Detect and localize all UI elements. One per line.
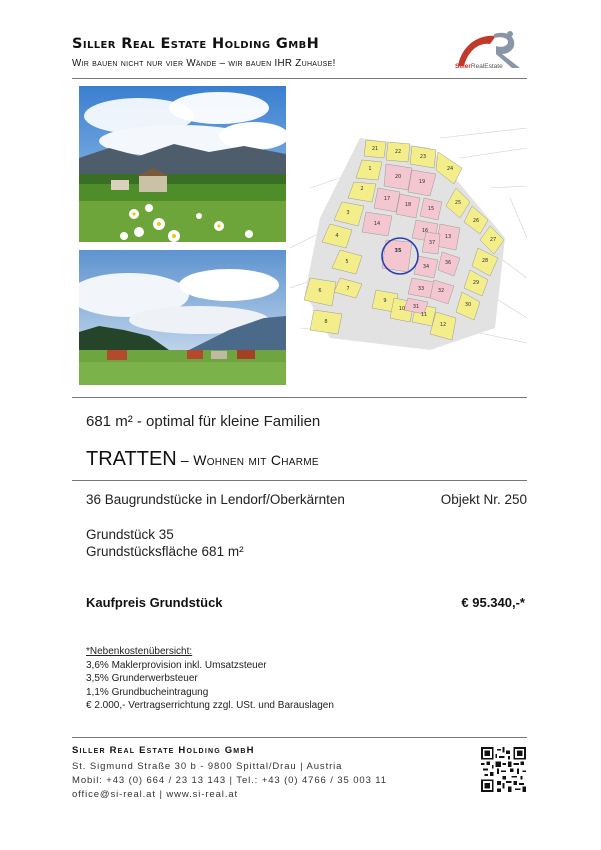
svg-text:30: 30	[464, 302, 472, 308]
svg-text:16: 16	[421, 228, 429, 234]
additional-costs	[86, 645, 334, 713]
footer-address: St. Sigmund Straße 30 b - 9800 Spittal/Drau | Austria	[72, 761, 343, 772]
footer-phone: Mobil: +43 (0) 664 / 23 13 143 | Tel.: +43 (0) 4766 / 35 003 11	[72, 775, 387, 786]
svg-text:10: 10	[398, 306, 406, 312]
svg-text:5: 5	[345, 259, 349, 265]
svg-text:22: 22	[394, 149, 402, 155]
cost-item: 1,1% Grundbucheintragung	[86, 686, 209, 698]
price-label: Kaufpreis Grundstück	[86, 595, 223, 610]
logo-brand-gray: RealEstate	[470, 63, 503, 70]
cost-item: 3,6% Maklerprovision inkl. Umsatzsteuer	[86, 659, 267, 671]
object-number: Objekt Nr. 250	[440, 492, 527, 507]
site-plan-map	[290, 128, 527, 358]
svg-text:33: 33	[417, 286, 425, 292]
plot-area: Grundstücksfläche 681 m²	[86, 544, 244, 559]
svg-text:25: 25	[454, 200, 462, 206]
svg-text:24: 24	[446, 166, 454, 172]
title-main: TRATTEN	[86, 448, 177, 470]
svg-text:36: 36	[444, 260, 452, 266]
footer-company: Siller Real Estate Holding GmbH	[72, 745, 255, 756]
cost-item: € 2.000,- Vertragserrichtung zzgl. USt. und Barauslagen	[86, 700, 334, 712]
svg-text:37: 37	[428, 240, 436, 246]
svg-text:7: 7	[346, 286, 350, 292]
svg-text:8: 8	[324, 319, 328, 325]
svg-text:3: 3	[346, 210, 350, 216]
svg-text:18: 18	[404, 202, 412, 208]
svg-text:12: 12	[439, 322, 447, 328]
svg-text:6: 6	[318, 288, 322, 294]
logo-wordmark	[455, 63, 503, 70]
costs-heading: *Nebenkostenübersicht:	[86, 646, 193, 657]
svg-text:11: 11	[420, 312, 428, 318]
landscape-photo-houses	[79, 250, 286, 385]
plot-number: Grundstück 35	[86, 527, 174, 542]
listing-title	[86, 448, 319, 471]
svg-text:32: 32	[437, 288, 445, 294]
price-value: € 95.340,-*	[461, 595, 525, 610]
section-divider-mid	[72, 480, 527, 481]
listing-headline: 681 m² - optimal für kleine Familien	[86, 413, 321, 430]
plot-details	[86, 526, 244, 560]
svg-text:21: 21	[371, 146, 379, 152]
svg-text:23: 23	[419, 154, 427, 160]
section-divider-top	[72, 397, 527, 398]
svg-text:29: 29	[472, 280, 480, 286]
svg-text:20: 20	[394, 174, 402, 180]
svg-text:26: 26	[472, 218, 480, 224]
svg-text:31: 31	[412, 304, 420, 310]
svg-text:19: 19	[418, 179, 426, 185]
logo-brand-red: Siller	[455, 63, 471, 70]
svg-text:14: 14	[373, 221, 381, 227]
footer-contact[interactable]: office@si-real.at | www.si-real.at	[72, 789, 239, 800]
lots-description: 36 Baugrundstücke in Lendorf/Oberkärnten	[86, 492, 345, 507]
qr-code[interactable]	[481, 747, 526, 792]
svg-text:35: 35	[394, 248, 402, 254]
svg-text:34: 34	[422, 264, 430, 270]
footer	[72, 745, 387, 802]
company-slogan: Wir bauen nicht nur vier Wände – wir bauen IHR Zuhause!	[72, 58, 336, 69]
footer-divider	[72, 737, 527, 738]
svg-text:27: 27	[489, 237, 497, 243]
company-name: Siller Real Estate Holding GmbH	[72, 36, 320, 52]
svg-text:15: 15	[427, 206, 435, 212]
svg-text:28: 28	[481, 258, 489, 264]
svg-text:17: 17	[383, 196, 391, 202]
svg-text:4: 4	[335, 233, 339, 239]
svg-text:2: 2	[360, 186, 364, 192]
landscape-photo-meadow	[79, 86, 286, 242]
svg-text:9: 9	[383, 298, 387, 304]
svg-text:13: 13	[444, 234, 452, 240]
svg-text:1: 1	[368, 166, 372, 172]
cost-item: 3,5% Grunderwerbsteuer	[86, 673, 198, 685]
title-sub: – Wohnen mit Charme	[176, 452, 319, 468]
header-divider	[72, 78, 527, 79]
